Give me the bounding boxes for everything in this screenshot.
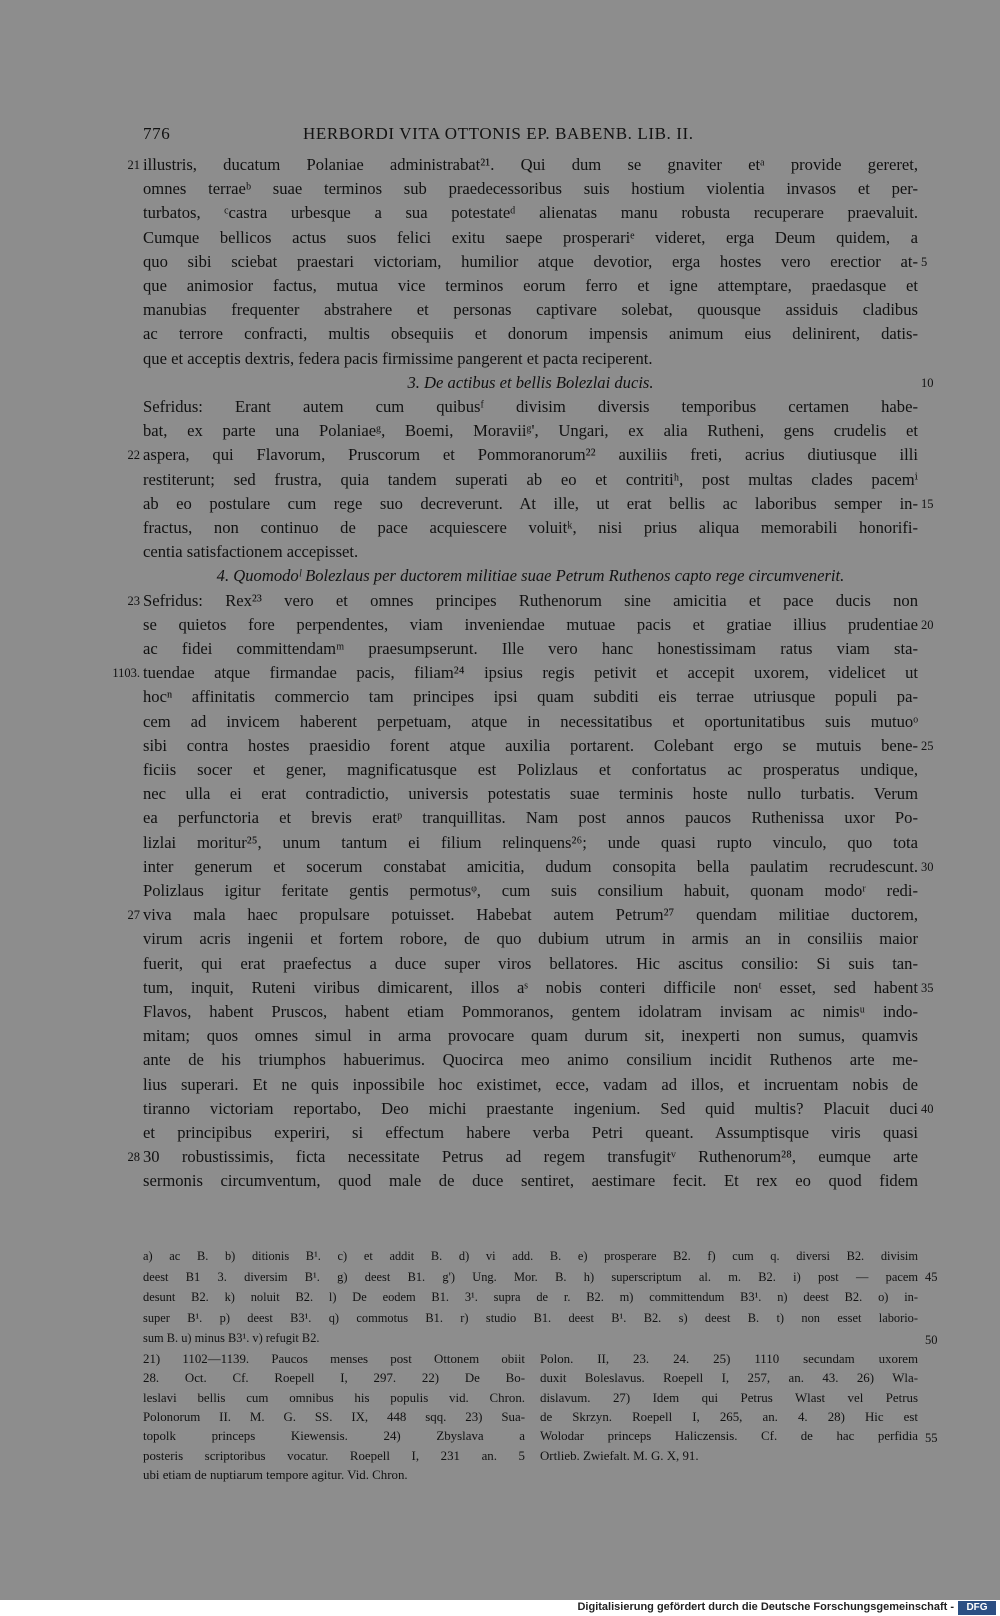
text-line: Flavos, habent Pruscos, habent etiam Pommoranos, gentem idolatram invisam ac nimisᵘ indo- [143,1002,918,1021]
margin-note-left: 22 [127,448,140,462]
text-line: Sefridus: Rex²³ vero et omnes principes Ruthenorum sine amicitia et pace ducis non [143,591,918,610]
running-header [0,124,1000,148]
text-line: lizlai moritur²⁵, unum tantum ei filium relinquens²⁶; unde quasi rupto vinculo, quo tota [143,833,918,852]
text-line: aspera, qui Flavorum, Pruscorum et Pommoranorum²² auxiliis freti, acrius diutiusque illi [143,445,918,464]
chapter-heading: 3. De actibus et bellis Bolezlai ducis. [407,373,654,392]
text-line: fractus, non continuo de pace acquiescere voluitᵏ, nisi prius aliqua memorabili honorifi- [143,518,918,537]
text-line: illustris, ducatum Polaniae administrabat²¹. Qui dum se gnaviter etᵃ provide gereret, [143,155,918,174]
margin-note-left: 28 [127,1150,140,1164]
margin-note-left: 23 [127,594,140,608]
text-line: ea perfunctoria et brevis eratᵖ tranquillitas. Nam post annos paucos Ruthenissa uxor Po- [143,808,918,827]
digitization-footer [0,1600,1000,1616]
chapter-heading: 4. Quomodoˡ Bolezlaus per ductorem militiae suae Petrum Ruthenos capto rege circumvenerit. [216,566,845,585]
note-line-left: Polonorum II. M. G. SS. IX, 448 sqq. 23) Sua- [143,1410,525,1424]
note-line-right: duxit Boleslavus. Roepell I, 257, an. 43. 26) Wla- [540,1371,918,1385]
text-line: nec ulla ei erat contradictio, universis potestatis suae terminis hoste nullo turbatis. Verum [143,784,918,803]
text-line: tiranno victoriam reportabo, Deo michi praestante ingenium. Sed quid multis? Placuit duci [143,1099,918,1118]
text-line: hocⁿ affinitatis commercio tam principes ipsi quam subditi eis terrae utriusque populi pa- [143,687,918,706]
margin-line-number: 25 [921,739,934,753]
note-line-right: Polon. II, 23. 24. 25) 1110 secundam uxorem [540,1352,918,1366]
text-line: et principibus experiri, si effectum habere verba Petri queant. Assumptisque viris quasi [143,1123,918,1142]
text-line: que animosior factus, mutua vice terminos eorum ferro et igne attemptare, praedasque et [143,276,918,295]
text-line: ficiis socer et gener, magnificatusque est Polizlaus et confortatus ac prosperatus undique, [143,760,918,779]
text-line: ante de his triumphos habuerimus. Quocirca meo animo consilium incidit Ruthenos arte me- [143,1050,918,1069]
signature-mark: 55 [925,1431,938,1445]
text-line: omnes terraeᵇ suae terminos sub praedecessoribus suis hostium violentia invasos et per- [143,179,918,198]
text-line: ac terrore confracti, multis obsequiis et donorum impensis animum eius delinirent, datis- [143,324,918,343]
running-title: HERBORDI VITA OTTONIS EP. BABENB. LIB. II. [303,124,694,143]
margin-line-number: 5 [921,255,928,269]
margin-note-left: 1103. [112,666,140,680]
text-line: mitam; quos omnes simul in arma provocare quam durum sit, inexperti non sumus, quamvis [143,1026,918,1045]
margin-line-number: 30 [921,860,934,874]
margin-note-left: 21 [127,158,140,172]
footer-credit: Digitalisierung gefördert durch die Deutsche Forschungsgemeinschaft - [577,1601,954,1613]
text-line: lius superari. Et ne quis inpossibile hoc existimet, ecce, vadam ad illos, et incruentam nobis de [143,1075,918,1094]
note-line-right: Ortlieb. Zwiefalt. M. G. X, 91. [540,1449,699,1463]
text-line: tuendae atque firmandae pacis, filiam²⁴ ipsius regis petivit et accepit uxorem, videlicet ut [143,663,918,682]
text-line: inter generum et socerum constabat amicitia, dudum consopita bella paulatim recrudescunt. [143,857,918,876]
text-line: cem ad invicem haberent perpetuam, atque in necessitatibus et oportunitatibus suis mutuoᵒ [143,712,918,731]
note-line-left: leslavi bellis cum omnibus his populis vid. Chron. [143,1391,525,1405]
note-line-right: de Skrzyn. Roepell I, 265, an. 4. 28) Hic est [540,1410,918,1424]
note-line-right: Wolodar princeps Haliczensis. Cf. de hac perfidia [540,1429,918,1443]
note-line-left: 28. Oct. Cf. Roepell I, 297. 22) De Bo- [143,1371,525,1385]
text-line: se quietos fore perpendentes, viam inveniendae mutuae pacis et gratiae illius prudentiae [143,615,918,634]
text-line: virum acris ingenii et fortem robore, de quo dubium utrum in armis an in consiliis maior [143,929,918,948]
margin-line-number: 20 [921,618,934,632]
text-line: tum, inquit, Ruteni viribus dimicarent, illos aˢ nobis conteri difficile nonᵗ esset, sed habent [143,978,918,997]
text-line: viva mala haec propulsare potuisset. Habebat autem Petrum²⁷ quendam militiae ductorem, [143,905,918,924]
text-line: restiterunt; sed frustra, quia tandem superati ab eo et contritiʰ, post multas clades pacemⁱ [143,470,918,489]
text-line: centia satisfactionem accepisset. [143,542,359,561]
note-line-right: dislavum. 27) Idem qui Petrus Wlast vel Petrus [540,1391,918,1405]
variant-line: super B¹. p) deest B3¹. q) commotus B1. r) studio B1. deest B¹. B2. s) deest B. t) non esset laborio- [143,1311,918,1325]
margin-line-number: 15 [921,497,934,511]
dfg-logo: DFG [958,1601,996,1615]
text-line: sibi contra hostes praesidio forent atque auxilia portarent. Colebant ergo se mutuis bene- [143,736,918,755]
margin-note-left: 27 [127,908,140,922]
text-line: ab eo postulare cum rege suo decreverunt. At ille, ut erat bellis ac laboribus semper in- [143,494,918,513]
variant-line: a) ac B. b) ditionis B¹. c) et addit B. d) vi add. B. e) prosperare B2. f) cum q. diversi B2. divisim [143,1249,918,1263]
text-line: ac fidei committendamᵐ praesumpserunt. Ille vero hanc honestissimam ratus viam sta- [143,639,918,658]
text-line: Cumque bellicos actus suos felici exitu saepe prosperariᵉ videret, erga Deum quidem, a [143,228,918,247]
variant-line: deest B1 3. diversim B¹. g) deest B1. g') Ung. Mor. B. h) superscriptum al. m. B2. i) post — pacem [143,1270,918,1284]
margin-line-number: 35 [921,981,934,995]
margin-line-number: 40 [921,1102,934,1116]
variant-line: sum B. u) minus B3¹. v) refugit B2. [143,1331,320,1345]
variant-line: desunt B2. k) noluit B2. l) De eodem B1. 3¹. supra de r. B2. m) committendum B3¹. n) deest B2. o) in- [143,1290,918,1304]
note-line-left: ubi etiam de nuptiarum tempore agitur. Vid. Chron. [143,1468,408,1482]
note-line-left: posteris scriptoribus vocatur. Roepell I, 231 an. 5 [143,1449,525,1463]
text-line: sermonis circumventum, quod male de duce sentiret, aestimare fecit. Et rex eo quod fidem [143,1171,918,1190]
margin-line-number: 10 [921,376,934,390]
page-number: 776 [143,124,171,143]
text-line: turbatos, ᶜcastra urbesque a sua potestateᵈ alienatas manu robusta recuperare praevaluit. [143,203,918,222]
text-line: Sefridus: Erant autem cum quibusᶠ divisim diversis temporibus certamen habe- [143,397,918,416]
text-line: bat, ex parte una Polaniaeᵍ, Boemi, Moraviiᵍ', Ungari, ex alia Rutheni, gens crudelis et [143,421,918,440]
text-line: 30 robustissimis, ficta necessitate Petrus ad regem transfugitᵛ Ruthenorum²⁸, eumque arte [143,1147,918,1166]
text-line: quo sibi sciebat praestari victoriam, humilior atque devotior, erga hostes vero erectior at- [143,252,918,271]
text-line: manubias frequenter abstrahere et personas captivare solebat, quousque assiduis cladibus [143,300,918,319]
text-line: que et acceptis dextris, federa pacis firmissime pangerent et pacta reciperent. [143,349,653,368]
note-line-left: 21) 1102—1139. Paucos menses post Ottonem obiit [143,1352,525,1366]
note-line-left: topolk princeps Kiewensis. 24) Zbyslava a [143,1429,525,1443]
margin-line-number: 50 [925,1333,938,1347]
margin-line-number: 45 [925,1270,938,1284]
text-line: fuerit, qui erat praefectus a duce super viros bellatores. Hic ascitus consilio: Si suis tan- [143,954,918,973]
text-line: Polizlaus igitur feritate gentis permotusᵠ, cum suis consilium habuit, quonam modoʳ redi- [143,881,918,900]
